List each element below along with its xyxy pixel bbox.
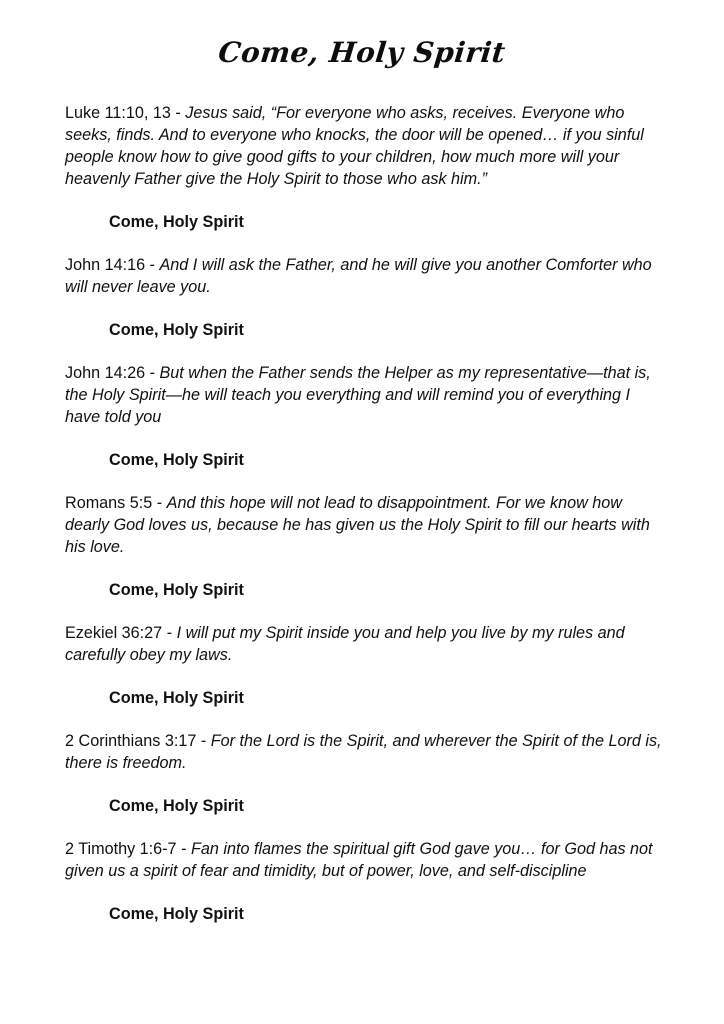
verse-reference: John 14:16: [65, 256, 146, 274]
verse-entry: [65, 254, 665, 341]
verse-paragraph: [65, 362, 665, 428]
verse-text: And I will ask the Father, and he will give you another Comforter who will never leave you.: [65, 256, 652, 296]
verse-separator: -: [145, 256, 160, 274]
verse-text: Jesus said, “For everyone who asks, receives. Everyone who seeks, finds. And to everyone who knocks, the door will be opened… if you sinful people know how to give good gifts to your children, how much more will your heavenly Father give the Holy Spirit to those who ask him.”: [65, 104, 644, 188]
verse-reference: 2 Corinthians 3:17: [65, 732, 197, 750]
verse-separator: -: [176, 840, 191, 858]
verse-reference: Luke 11:10, 13: [65, 104, 171, 122]
verse-separator: -: [196, 732, 211, 750]
response-line: Come, Holy Spirit: [109, 321, 244, 339]
response-line: Come, Holy Spirit: [109, 797, 244, 815]
verse-separator: -: [162, 624, 177, 642]
verse-entry: [65, 492, 665, 601]
verse-paragraph: [65, 102, 665, 190]
verse-entry: [65, 730, 665, 817]
verse-text: I will put my Spirit inside you and help you live by my rules and carefully obey my laws.: [65, 624, 625, 664]
response-line: Come, Holy Spirit: [109, 689, 244, 707]
verse-paragraph: [65, 254, 665, 298]
verse-text: But when the Father sends the Helper as my representative—that is, the Holy Spirit—he will teach you everything and will remind you of everything I have told you: [65, 364, 651, 426]
response-line: Come, Holy Spirit: [109, 905, 244, 923]
verse-separator: -: [145, 364, 160, 382]
verse-paragraph: [65, 622, 665, 666]
response-line: Come, Holy Spirit: [109, 213, 244, 231]
verse-text: Fan into flames the spiritual gift God gave you… for God has not given us a spirit of fear and timidity, but of power, love, and self-discipline: [65, 840, 653, 880]
verse-reference: Ezekiel 36:27: [65, 624, 163, 642]
verse-paragraph: [65, 492, 665, 558]
verse-entry: [65, 622, 665, 709]
verse-reference: John 14:26: [65, 364, 146, 382]
verse-entry: [65, 362, 665, 471]
verse-list: [65, 102, 665, 925]
response-line: Come, Holy Spirit: [109, 581, 244, 599]
verse-reference: 2 Timothy 1:6-7: [65, 840, 177, 858]
verse-entry: [65, 838, 665, 925]
verse-separator: -: [152, 494, 167, 512]
verse-reference: Romans 5:5: [65, 494, 153, 512]
verse-text: For the Lord is the Spirit, and wherever the Spirit of the Lord is, there is freedom.: [65, 732, 662, 772]
response-line: Come, Holy Spirit: [109, 451, 244, 469]
verse-paragraph: [65, 838, 665, 882]
page-title: Come, Holy Spirit: [216, 36, 508, 69]
verse-separator: -: [170, 104, 186, 122]
verse-entry: [65, 102, 665, 233]
verse-paragraph: [65, 730, 665, 774]
verse-text: And this hope will not lead to disappointment. For we know how dearly God loves us, because he has given us the Holy Spirit to fill our hearts with his love.: [65, 494, 650, 556]
